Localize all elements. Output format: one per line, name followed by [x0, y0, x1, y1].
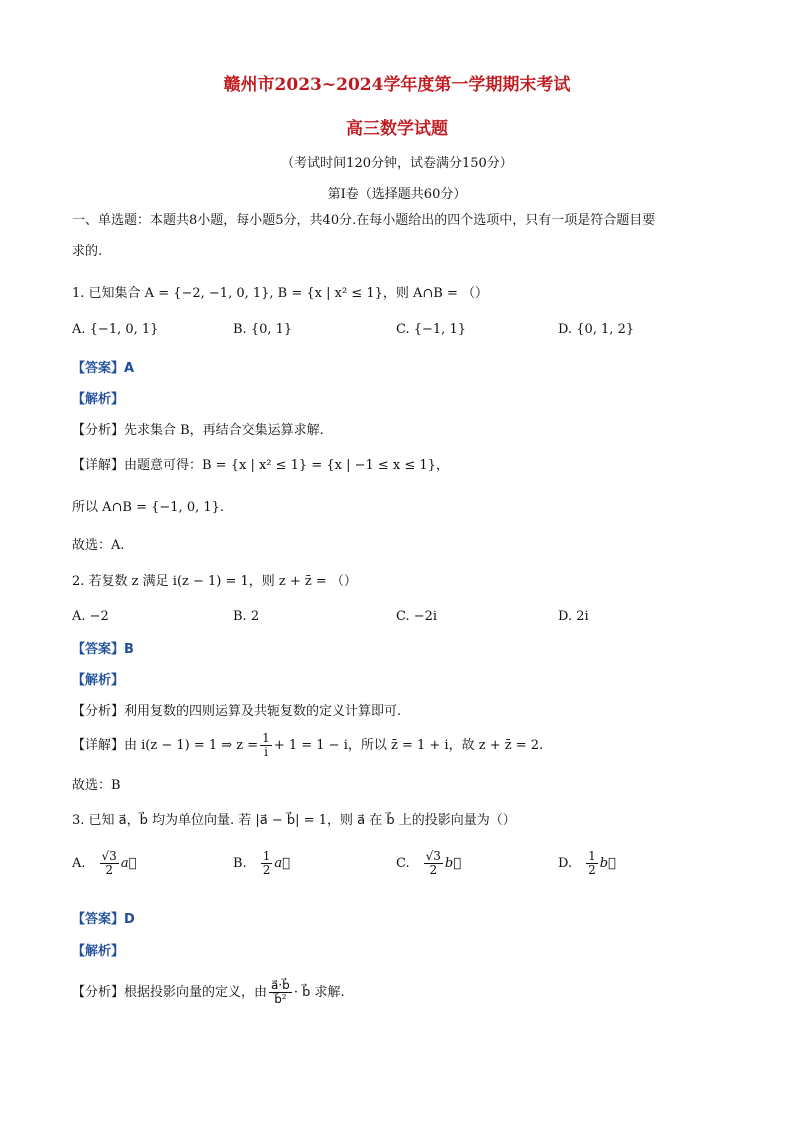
option-label: A.	[72, 856, 86, 871]
q2-analysis-heading: 【解析】	[72, 673, 125, 688]
option-fraction	[261, 850, 273, 877]
q2-stem: 2. 若复数 z 满足 i(z − 1) = 1，则 z + z̄ = （）	[72, 574, 357, 589]
q3-fenxi-pre: 【分析】根据投影向量的定义，由	[72, 984, 268, 1000]
fraction-denominator: 2	[105, 863, 113, 877]
exam-info: （考试时间120分钟，试卷满分150分）	[281, 156, 513, 171]
q1-stem: 1. 已知集合 A = {−2, −1, 0, 1}, B = {x | x² ≤ 1}，则 A∩B = （）	[72, 286, 489, 301]
q2-xiangjie-pre: 【详解】由 i(z − 1) = 1 ⇒ z =	[72, 737, 259, 753]
q3-analysis-heading: 【解析】	[72, 944, 125, 959]
q3-answer: 【答案】D	[72, 912, 135, 927]
q3-option-a	[72, 850, 136, 877]
option-fraction	[586, 850, 598, 877]
option-vector: b⃗	[444, 856, 462, 871]
q1-option-d: D. {0, 1, 2}	[558, 322, 635, 337]
option-fraction	[424, 850, 443, 877]
q1-conclusion: 所以 A∩B = {−1, 0, 1}.	[72, 500, 225, 515]
exam-title: 赣州市2023~2024学年度第一学期期末考试	[223, 75, 571, 95]
q1-option-b: B. {0, 1}	[233, 322, 293, 337]
q2-option-a: A. −2	[72, 609, 109, 624]
instructions-line-2: 求的.	[72, 244, 103, 259]
fraction-numerator: 1	[588, 849, 596, 863]
q3-option-d	[558, 850, 616, 877]
fraction-numerator: √3	[101, 849, 117, 863]
q3-option-b	[233, 850, 290, 877]
option-label: D.	[558, 856, 573, 871]
option-vector: a⃗	[120, 856, 137, 871]
fraction-numerator: 1	[262, 849, 271, 863]
option-vector: a⃗	[274, 856, 290, 871]
q1-answer: 【答案】A	[72, 361, 135, 376]
q3-fenxi	[72, 979, 345, 1006]
q1-xiangjie: 【详解】由题意可得：B = {x | x² ≤ 1} = {x | −1 ≤ x ≤ 1}，	[72, 458, 449, 473]
fraction-denominator: 2	[588, 863, 596, 877]
q2-xiangjie-post: + 1 = 1 − i，所以 z̄ = 1 + i，故 z + z̄ = 2.	[273, 737, 544, 753]
fraction-numerator: √3	[425, 849, 441, 863]
q3-stem: 3. 已知 a⃗，b⃗ 均为单位向量. 若 |a⃗ − b⃗| = 1，则 a⃗ 在 b⃗ 上的投影向量为（）	[72, 813, 516, 828]
option-vector: b⃗	[599, 856, 616, 871]
q2-option-c: C. −2i	[396, 609, 438, 624]
q3-fenxi-post: · b⃗ 求解.	[293, 984, 345, 1000]
q2-choice: 故选：B	[72, 778, 121, 793]
fraction-denominator: i	[264, 745, 268, 759]
fraction-denominator: 2	[262, 863, 271, 877]
q1-fenxi: 【分析】先求集合 B，再结合交集运算求解.	[72, 423, 324, 438]
q1-option-c: C. {−1, 1}	[396, 322, 466, 337]
q2-answer: 【答案】B	[72, 642, 134, 657]
q3-option-c	[396, 850, 461, 877]
q3-fenxi-fraction	[269, 979, 292, 1006]
section-title: 第Ⅰ卷（选择题共60分）	[327, 187, 467, 202]
fraction-denominator: b⃗²	[274, 992, 287, 1006]
q2-xiangjie-fraction	[260, 732, 272, 759]
q1-choice: 故选：A.	[72, 538, 125, 553]
option-label: C.	[396, 856, 410, 871]
option-fraction	[100, 850, 119, 877]
instructions-line-1: 一、单选题：本题共8小题，每小题5分，共40分.在每小题给出的四个选项中，只有一项是符合题目要	[72, 213, 656, 228]
q2-fenxi: 【分析】利用复数的四则运算及共轭复数的定义计算即可.	[72, 704, 402, 719]
fraction-numerator: 1	[262, 731, 270, 745]
q1-option-a: A. {−1, 0, 1}	[72, 322, 159, 337]
fraction-numerator: a⃗·b⃗	[271, 978, 290, 992]
q2-option-b: B. 2	[233, 609, 260, 624]
q2-xiangjie	[72, 732, 543, 759]
exam-subtitle: 高三数学试题	[346, 119, 448, 139]
fraction-denominator: 2	[429, 863, 438, 877]
q1-analysis-heading: 【解析】	[72, 392, 125, 407]
q2-option-d: D. 2i	[558, 609, 589, 624]
option-label: B.	[233, 856, 247, 871]
